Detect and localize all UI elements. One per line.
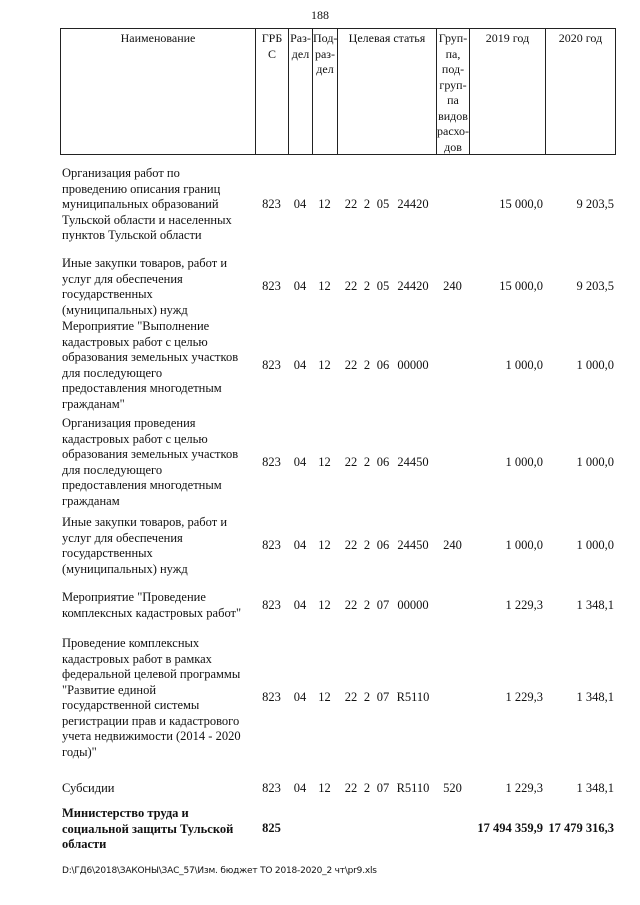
file-path-footer: D:\ГД6\2018\ЗАКОНЫ\ЗАС_57\Изм. бюджет ТО 2018-2020_2 чт\pr9.xls bbox=[62, 866, 377, 876]
table-row bbox=[60, 806, 616, 896]
podrazdel-cell: 12 bbox=[318, 690, 331, 704]
header-name: Наименование bbox=[61, 29, 256, 154]
value-2020-cell: 9 203,5 bbox=[576, 279, 614, 293]
row-name: Проведение комплексных кадастровых работ в рамках федеральной целевой программы "Развитие единой государственной системы регистрации прав и кадастрового учета недвижимости (2014 - 2020 годы)" bbox=[62, 636, 241, 759]
header-year1: 2019 год bbox=[470, 29, 546, 154]
table-row bbox=[60, 416, 616, 506]
target-direction-cell: 00000 bbox=[397, 598, 429, 612]
podrazdel-cell: 12 bbox=[318, 279, 331, 293]
razdel-cell: 04 bbox=[293, 197, 307, 211]
table-row bbox=[60, 319, 616, 409]
target-subprogram-cell: 2 bbox=[363, 358, 371, 372]
target-subprogram-cell: 2 bbox=[363, 538, 371, 552]
target-event-cell: 07 bbox=[376, 781, 390, 795]
target-direction-cell: R5110 bbox=[396, 690, 430, 704]
podrazdel-cell: 12 bbox=[318, 538, 331, 552]
grbs-cell: 823 bbox=[262, 358, 281, 372]
target-direction-cell: 00000 bbox=[397, 358, 429, 372]
target-program-cell: 22 bbox=[344, 197, 358, 211]
target-program-cell: 22 bbox=[344, 781, 358, 795]
target-program-cell: 22 bbox=[344, 358, 358, 372]
value-2020-cell: 1 348,1 bbox=[576, 781, 614, 795]
grbs-cell: 823 bbox=[262, 690, 281, 704]
target-direction-cell: R5110 bbox=[396, 781, 430, 795]
table-row bbox=[60, 166, 616, 256]
grbs-cell: 823 bbox=[262, 781, 281, 795]
row-name: Иные закупки товаров, работ и услуг для обеспечения государственных (муниципальных) нужд bbox=[62, 515, 228, 576]
row-name: Мероприятие "Выполнение кадастровых работ с целью образования земельных участков для последующего предоставления многодетным гражданам" bbox=[62, 319, 239, 411]
target-event-cell: 07 bbox=[376, 598, 390, 612]
razdel-cell: 04 bbox=[293, 358, 307, 372]
header-year2: 2020 год bbox=[558, 31, 603, 45]
target-program-cell: 22 bbox=[344, 538, 358, 552]
podrazdel-cell: 12 bbox=[318, 455, 331, 469]
target-subprogram-cell: 2 bbox=[363, 598, 371, 612]
target-subprogram-cell: 2 bbox=[363, 279, 371, 293]
target-direction-cell: 24450 bbox=[397, 455, 429, 469]
header-razdel: Раз- дел bbox=[289, 29, 313, 154]
grbs-cell: 825 bbox=[262, 821, 281, 835]
table-row bbox=[60, 636, 616, 759]
target-program-cell: 22 bbox=[344, 598, 358, 612]
razdel-cell: 04 bbox=[293, 781, 307, 795]
target-event-cell: 05 bbox=[376, 197, 390, 211]
grbs-cell: 823 bbox=[262, 279, 281, 293]
target-direction-cell: 24450 bbox=[397, 538, 429, 552]
value-2020-cell: 1 000,0 bbox=[576, 538, 614, 552]
header-grbs: ГРБ С bbox=[256, 29, 289, 154]
target-program-cell: 22 bbox=[344, 455, 358, 469]
razdel-cell: 04 bbox=[293, 690, 307, 704]
value-2019-cell: 1 229,3 bbox=[505, 598, 543, 612]
expense-group-cell: 520 bbox=[443, 781, 462, 795]
target-event-cell: 06 bbox=[376, 358, 390, 372]
target-direction-cell: 24420 bbox=[397, 279, 429, 293]
row-name: Иные закупки товаров, работ и услуг для обеспечения государственных (муниципальных) нужд bbox=[62, 256, 228, 317]
header-podrazdel: Под- раз- дел bbox=[313, 29, 338, 154]
expense-group-cell: 240 bbox=[443, 279, 462, 293]
row-name: Организация проведения кадастровых работ с целью образования земельных участков для последующего предоставления многодетным гражданам bbox=[62, 416, 239, 508]
row-name: Мероприятие "Проведение комплексных кадастровых работ" bbox=[62, 590, 242, 620]
target-program-cell: 22 bbox=[344, 279, 358, 293]
target-subprogram-cell: 2 bbox=[363, 781, 371, 795]
podrazdel-cell: 12 bbox=[318, 598, 331, 612]
value-2020-cell: 1 348,1 bbox=[576, 690, 614, 704]
value-2019-cell: 1 229,3 bbox=[505, 781, 543, 795]
value-2019-cell: 15 000,0 bbox=[499, 279, 543, 293]
page-number: 188 bbox=[311, 8, 329, 22]
grbs-cell: 823 bbox=[262, 538, 281, 552]
value-2020-cell: 1 348,1 bbox=[576, 598, 614, 612]
table-header bbox=[60, 28, 616, 155]
podrazdel-cell: 12 bbox=[318, 358, 331, 372]
razdel-cell: 04 bbox=[293, 455, 307, 469]
target-program-cell: 22 bbox=[344, 690, 358, 704]
expense-group-cell: 240 bbox=[443, 538, 462, 552]
row-name: Организация работ по проведению описания границ муниципальных образований Тульской области и населенных пунктов Тульской области bbox=[62, 166, 232, 242]
value-2019-cell: 15 000,0 bbox=[499, 197, 543, 211]
value-2019-cell: 17 494 359,9 bbox=[477, 821, 543, 835]
header-group: Груп- па, под- груп- па видов расхо- дов bbox=[437, 31, 470, 154]
target-direction-cell: 24420 bbox=[397, 197, 429, 211]
value-2019-cell: 1 000,0 bbox=[505, 455, 543, 469]
row-name: Министерство труда и социальной защиты Тульской области bbox=[62, 806, 234, 851]
target-event-cell: 06 bbox=[376, 455, 390, 469]
header-target: Целевая статья bbox=[338, 29, 437, 154]
value-2020-cell: 17 479 316,3 bbox=[548, 821, 614, 835]
grbs-cell: 823 bbox=[262, 455, 281, 469]
row-name: Субсидии bbox=[62, 781, 115, 795]
razdel-cell: 04 bbox=[293, 598, 307, 612]
target-event-cell: 06 bbox=[376, 538, 390, 552]
target-subprogram-cell: 2 bbox=[363, 690, 371, 704]
grbs-cell: 823 bbox=[262, 197, 281, 211]
razdel-cell: 04 bbox=[293, 538, 307, 552]
podrazdel-cell: 12 bbox=[318, 197, 331, 211]
value-2020-cell: 9 203,5 bbox=[576, 197, 614, 211]
value-2019-cell: 1 229,3 bbox=[505, 690, 543, 704]
razdel-cell: 04 bbox=[293, 279, 307, 293]
podrazdel-cell: 12 bbox=[318, 781, 331, 795]
target-event-cell: 05 bbox=[376, 279, 390, 293]
value-2020-cell: 1 000,0 bbox=[576, 358, 614, 372]
target-subprogram-cell: 2 bbox=[363, 197, 371, 211]
value-2019-cell: 1 000,0 bbox=[505, 358, 543, 372]
value-2020-cell: 1 000,0 bbox=[576, 455, 614, 469]
grbs-cell: 823 bbox=[262, 598, 281, 612]
target-subprogram-cell: 2 bbox=[363, 455, 371, 469]
target-event-cell: 07 bbox=[376, 690, 390, 704]
value-2019-cell: 1 000,0 bbox=[505, 538, 543, 552]
